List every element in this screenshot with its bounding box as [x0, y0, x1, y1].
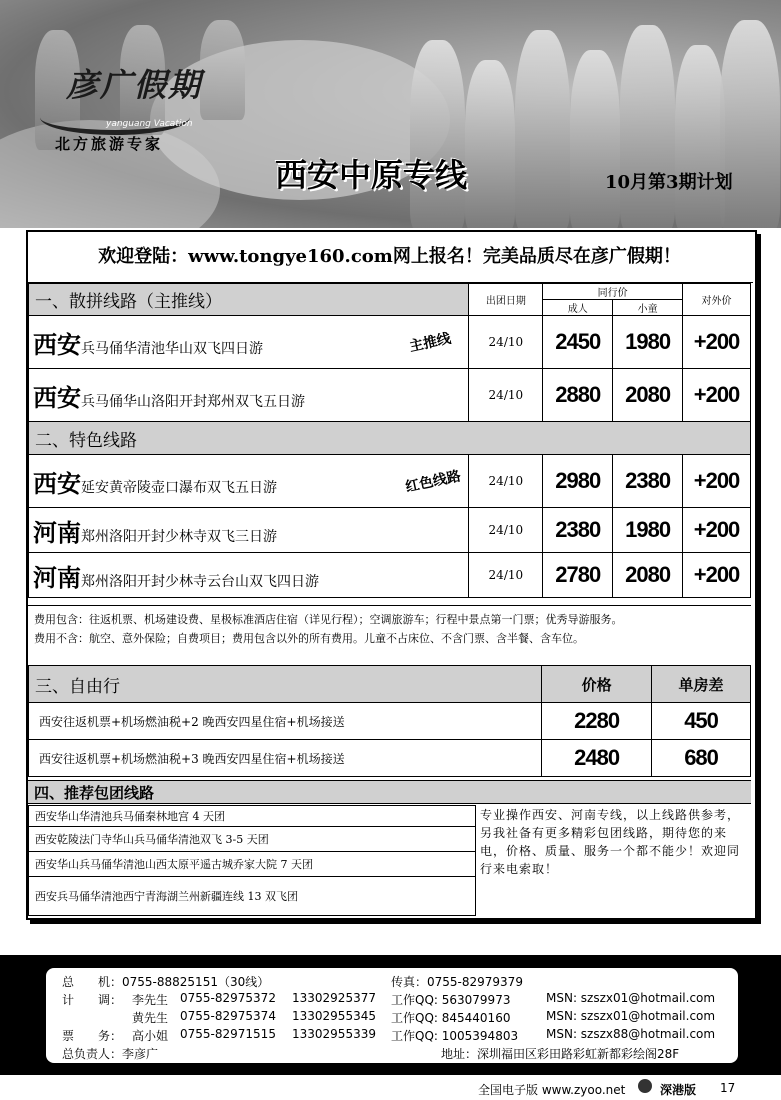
ticket-name: 高小姐: [132, 1029, 169, 1043]
planner-label: 计 调：: [62, 993, 123, 1007]
edition-link[interactable]: 全国电子版 www.zyoo.net: [478, 1083, 626, 1097]
fees-info: [28, 605, 751, 663]
hq-phone: 总 机：0755-88825151（30线）: [62, 975, 270, 989]
price-adult: 2980: [543, 455, 613, 508]
planner-name: 黄先生: [132, 1011, 169, 1025]
table-row: [29, 369, 751, 422]
price-adult: 2380: [543, 508, 613, 553]
planner-qq: 工作QQ: 845440160: [391, 1011, 511, 1025]
region-label: 深港版: [660, 1083, 697, 1097]
table-row: [29, 740, 751, 777]
table-row: [29, 703, 751, 740]
planner-mobile: 13302955345: [292, 1009, 376, 1023]
route-date: 24/10: [469, 369, 543, 422]
header-peer-price: 同行价: [543, 284, 683, 300]
header-price: 价格: [542, 666, 652, 703]
brand-logo-en: yanguang Vacation: [106, 119, 193, 129]
planner-msn: MSN: szszx01@hotmail.com: [546, 991, 716, 1005]
ticket-msn: MSN: szszx88@hotmail.com: [546, 1027, 716, 1041]
route-name: 河南郑州洛阳开封少林寺云台山双飞四日游: [29, 553, 469, 598]
ticket-label: 票 务：: [62, 1029, 123, 1043]
header-adult: 成人: [543, 300, 613, 316]
price-external: +200: [683, 508, 751, 553]
table-row: [29, 827, 476, 852]
table-row: [29, 508, 751, 553]
header-date: 出团日期: [469, 284, 543, 316]
route-date: 24/10: [469, 553, 543, 598]
brand-logo: 彦广假期: [66, 66, 203, 104]
issue-label: 10月第3期计划: [605, 172, 733, 193]
price-child: 2080: [613, 553, 683, 598]
price-child: 1980: [613, 316, 683, 369]
planner-phone: 0755-82975372: [180, 991, 276, 1005]
price-external: +200: [683, 455, 751, 508]
fees-excluded: 费用不含：航空、意外保险；自费项目；费用包含以外的所有费用。儿童不占床位、不含门票、含半餐、含车位。: [34, 632, 584, 645]
free-travel-desc: 西安往返机票+机场燃油税+3 晚西安四星住宿+机场接送: [29, 740, 542, 777]
page-title: 西安中原专线: [275, 156, 468, 194]
group-tour-item: 西安兵马俑华清池西宁青海湖兰州新疆连线 13 双飞团: [29, 877, 476, 916]
price-adult: 2780: [543, 553, 613, 598]
table-row: [29, 806, 476, 827]
manager: 总负责人：李彦广: [62, 1047, 159, 1061]
page-number: 17: [720, 1081, 736, 1095]
ticket-mobile: 13302955339: [292, 1027, 376, 1041]
price-child: 1980: [613, 508, 683, 553]
route-name: 河南郑州洛阳开封少林寺双飞三日游: [29, 508, 469, 553]
main-route-stamp: 主推线: [408, 330, 453, 356]
free-travel-single: 680: [652, 740, 751, 777]
edition-logo-icon: [638, 1079, 652, 1093]
routes-table: [28, 283, 751, 598]
route-date: 24/10: [469, 508, 543, 553]
group-tour-table: [28, 805, 476, 916]
price-adult: 2880: [543, 369, 613, 422]
contact-panel: [46, 968, 738, 1063]
table-row: [29, 852, 476, 877]
route-name: 西安延安黄帝陵壶口瀑布双飞五日游 红色线路: [29, 455, 469, 508]
route-date: 24/10: [469, 316, 543, 369]
free-travel-single: 450: [652, 703, 751, 740]
group-tour-item: 西安华山华清池兵马俑秦林地宫 4 天团: [29, 806, 476, 827]
table-row: [29, 877, 476, 916]
header-child: 小童: [613, 300, 683, 316]
fax: 传真：0755-82979379: [391, 975, 523, 989]
ticket-qq: 工作QQ: 1005394803: [391, 1029, 519, 1043]
section4-title: 四、推荐包团线路: [28, 780, 751, 804]
section3-title: 三、自由行: [29, 666, 542, 703]
price-external: +200: [683, 316, 751, 369]
price-external: +200: [683, 369, 751, 422]
route-date: 24/10: [469, 455, 543, 508]
price-child: 2380: [613, 455, 683, 508]
section1-title: 一、散拼线路（主推线）: [29, 284, 469, 316]
group-tour-item: 西安华山兵马俑华清池山西太原平遥古城乔家大院 7 天团: [29, 852, 476, 877]
planner-name: 李先生: [132, 993, 169, 1007]
table-row: [29, 455, 751, 508]
welcome-banner: 欢迎登陆：www.tongye160.com网上报名！完美品质尽在彦广假期！: [26, 232, 753, 283]
planner-mobile: 13302925377: [292, 991, 376, 1005]
red-route-stamp: 红色线路: [404, 468, 463, 496]
planner-qq: 工作QQ: 563079973: [391, 993, 511, 1007]
price-external: +200: [683, 553, 751, 598]
group-tour-item: 西安乾陵法门寺华山兵马俑华清池双飞 3-5 天团: [29, 827, 476, 852]
price-child: 2080: [613, 369, 683, 422]
brand-tagline: 北方旅游专家: [55, 135, 164, 153]
free-travel-price: 2280: [542, 703, 652, 740]
table-row: [29, 553, 751, 598]
planner-phone: 0755-82975374: [180, 1009, 276, 1023]
price-adult: 2450: [543, 316, 613, 369]
header-single-room: 单房差: [652, 666, 751, 703]
bottom-line: [0, 1077, 781, 1100]
fees-included: 费用包含：往返机票、机场建设费、星极标准酒店住宿（详见行程）；空调旅游车；行程中景点第一门票；优秀导游服务。: [34, 613, 623, 626]
route-name: 西安兵马俑华山洛阳开封郑州双飞五日游: [29, 369, 469, 422]
table-row: [29, 316, 751, 369]
address: 地址：深圳福田区彩田路彩虹新都彩绘阁28F: [441, 1047, 680, 1061]
section2-title: 二、特色线路: [29, 422, 751, 455]
header-external: 对外价: [683, 284, 751, 316]
group-tour-note: 专业操作西安、河南专线，以上线路供参考，另我社备有更多精彩包团线路，期待您的来电，价格、质量、服务一个都不能少！欢迎同行来电索取！: [480, 808, 741, 876]
route-name: 西安兵马俑华清池华山双飞四日游 主推线: [29, 316, 469, 369]
free-travel-price: 2480: [542, 740, 652, 777]
free-travel-table: [28, 665, 751, 777]
free-travel-desc: 西安往返机票+机场燃油税+2 晚西安四星住宿+机场接送: [29, 703, 542, 740]
ticket-phone: 0755-82971515: [180, 1027, 276, 1041]
planner-msn: MSN: szszx01@hotmail.com: [546, 1009, 716, 1023]
